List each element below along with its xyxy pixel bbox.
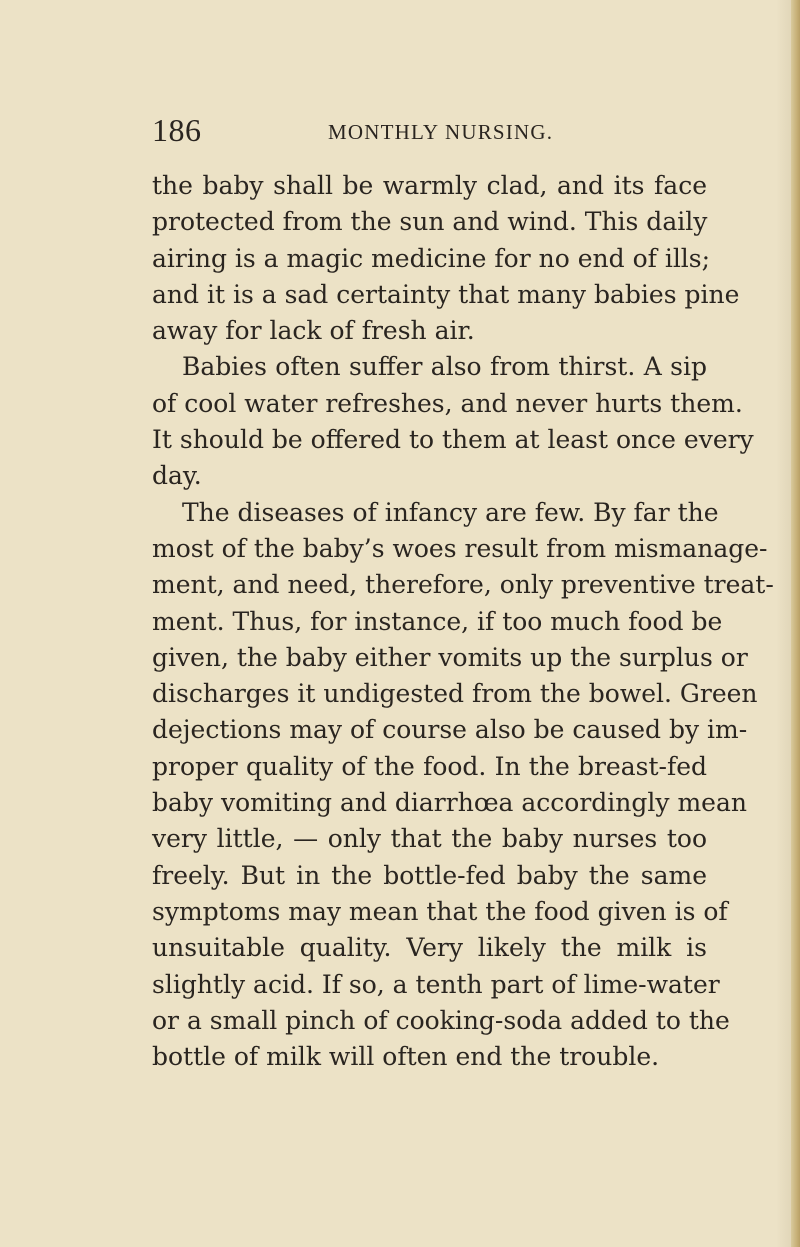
- text-line: protected from the sun and wind. This daily: [152, 207, 708, 237]
- text-line: discharges it undigested from the bowel. Green: [152, 679, 758, 709]
- text-line: It should be offered to them at least once every: [152, 425, 754, 455]
- body-text: [152, 168, 774, 1075]
- running-head: MONTHLY NURSING.: [328, 120, 554, 144]
- text-line: day.: [152, 461, 202, 491]
- page-number: 186: [152, 112, 202, 148]
- text-line: very little, — only that the baby nurses too: [152, 824, 707, 854]
- text-line: dejections may of course also be caused by im-: [152, 715, 748, 745]
- page-edge: [791, 0, 800, 1247]
- text-line: of cool water refreshes, and never hurts them.: [152, 388, 743, 418]
- text-line: freely. But in the bottle-fed baby the same: [152, 860, 707, 890]
- text-line: ment. Thus, for instance, if too much food be: [152, 606, 723, 636]
- text-line: airing is a magic medicine for no end of ills;: [152, 243, 711, 273]
- text-line: proper quality of the food. In the breast-fed: [152, 751, 707, 781]
- text-line: unsuitable quality. Very likely the milk is: [152, 933, 707, 963]
- text-line: or a small pinch of cooking-soda added to the: [152, 1005, 730, 1035]
- page-header: [152, 112, 707, 152]
- text-line: The diseases of infancy are few. By far the: [182, 497, 719, 527]
- text-line: the baby shall be warmly clad, and its face: [152, 171, 707, 200]
- text-line: most of the baby’s woes result from mismanage-: [152, 533, 768, 563]
- text-line: slightly acid. If so, a tenth part of lime-water: [152, 969, 720, 999]
- text-line: bottle of milk will often end the trouble.: [152, 1042, 660, 1072]
- text-line: baby vomiting and diarrhœa accordingly mean: [152, 788, 747, 818]
- text-line: given, the baby either vomits up the surplus or: [152, 642, 748, 672]
- text-line: and it is a sad certainty that many babies pine: [152, 279, 740, 309]
- text-line: away for lack of fresh air.: [152, 316, 475, 346]
- text-line: symptoms may mean that the food given is of: [152, 896, 728, 926]
- text-line: ment, and need, therefore, only preventive treat-: [152, 570, 774, 600]
- text-line: Babies often suffer also from thirst. A sip: [182, 352, 707, 382]
